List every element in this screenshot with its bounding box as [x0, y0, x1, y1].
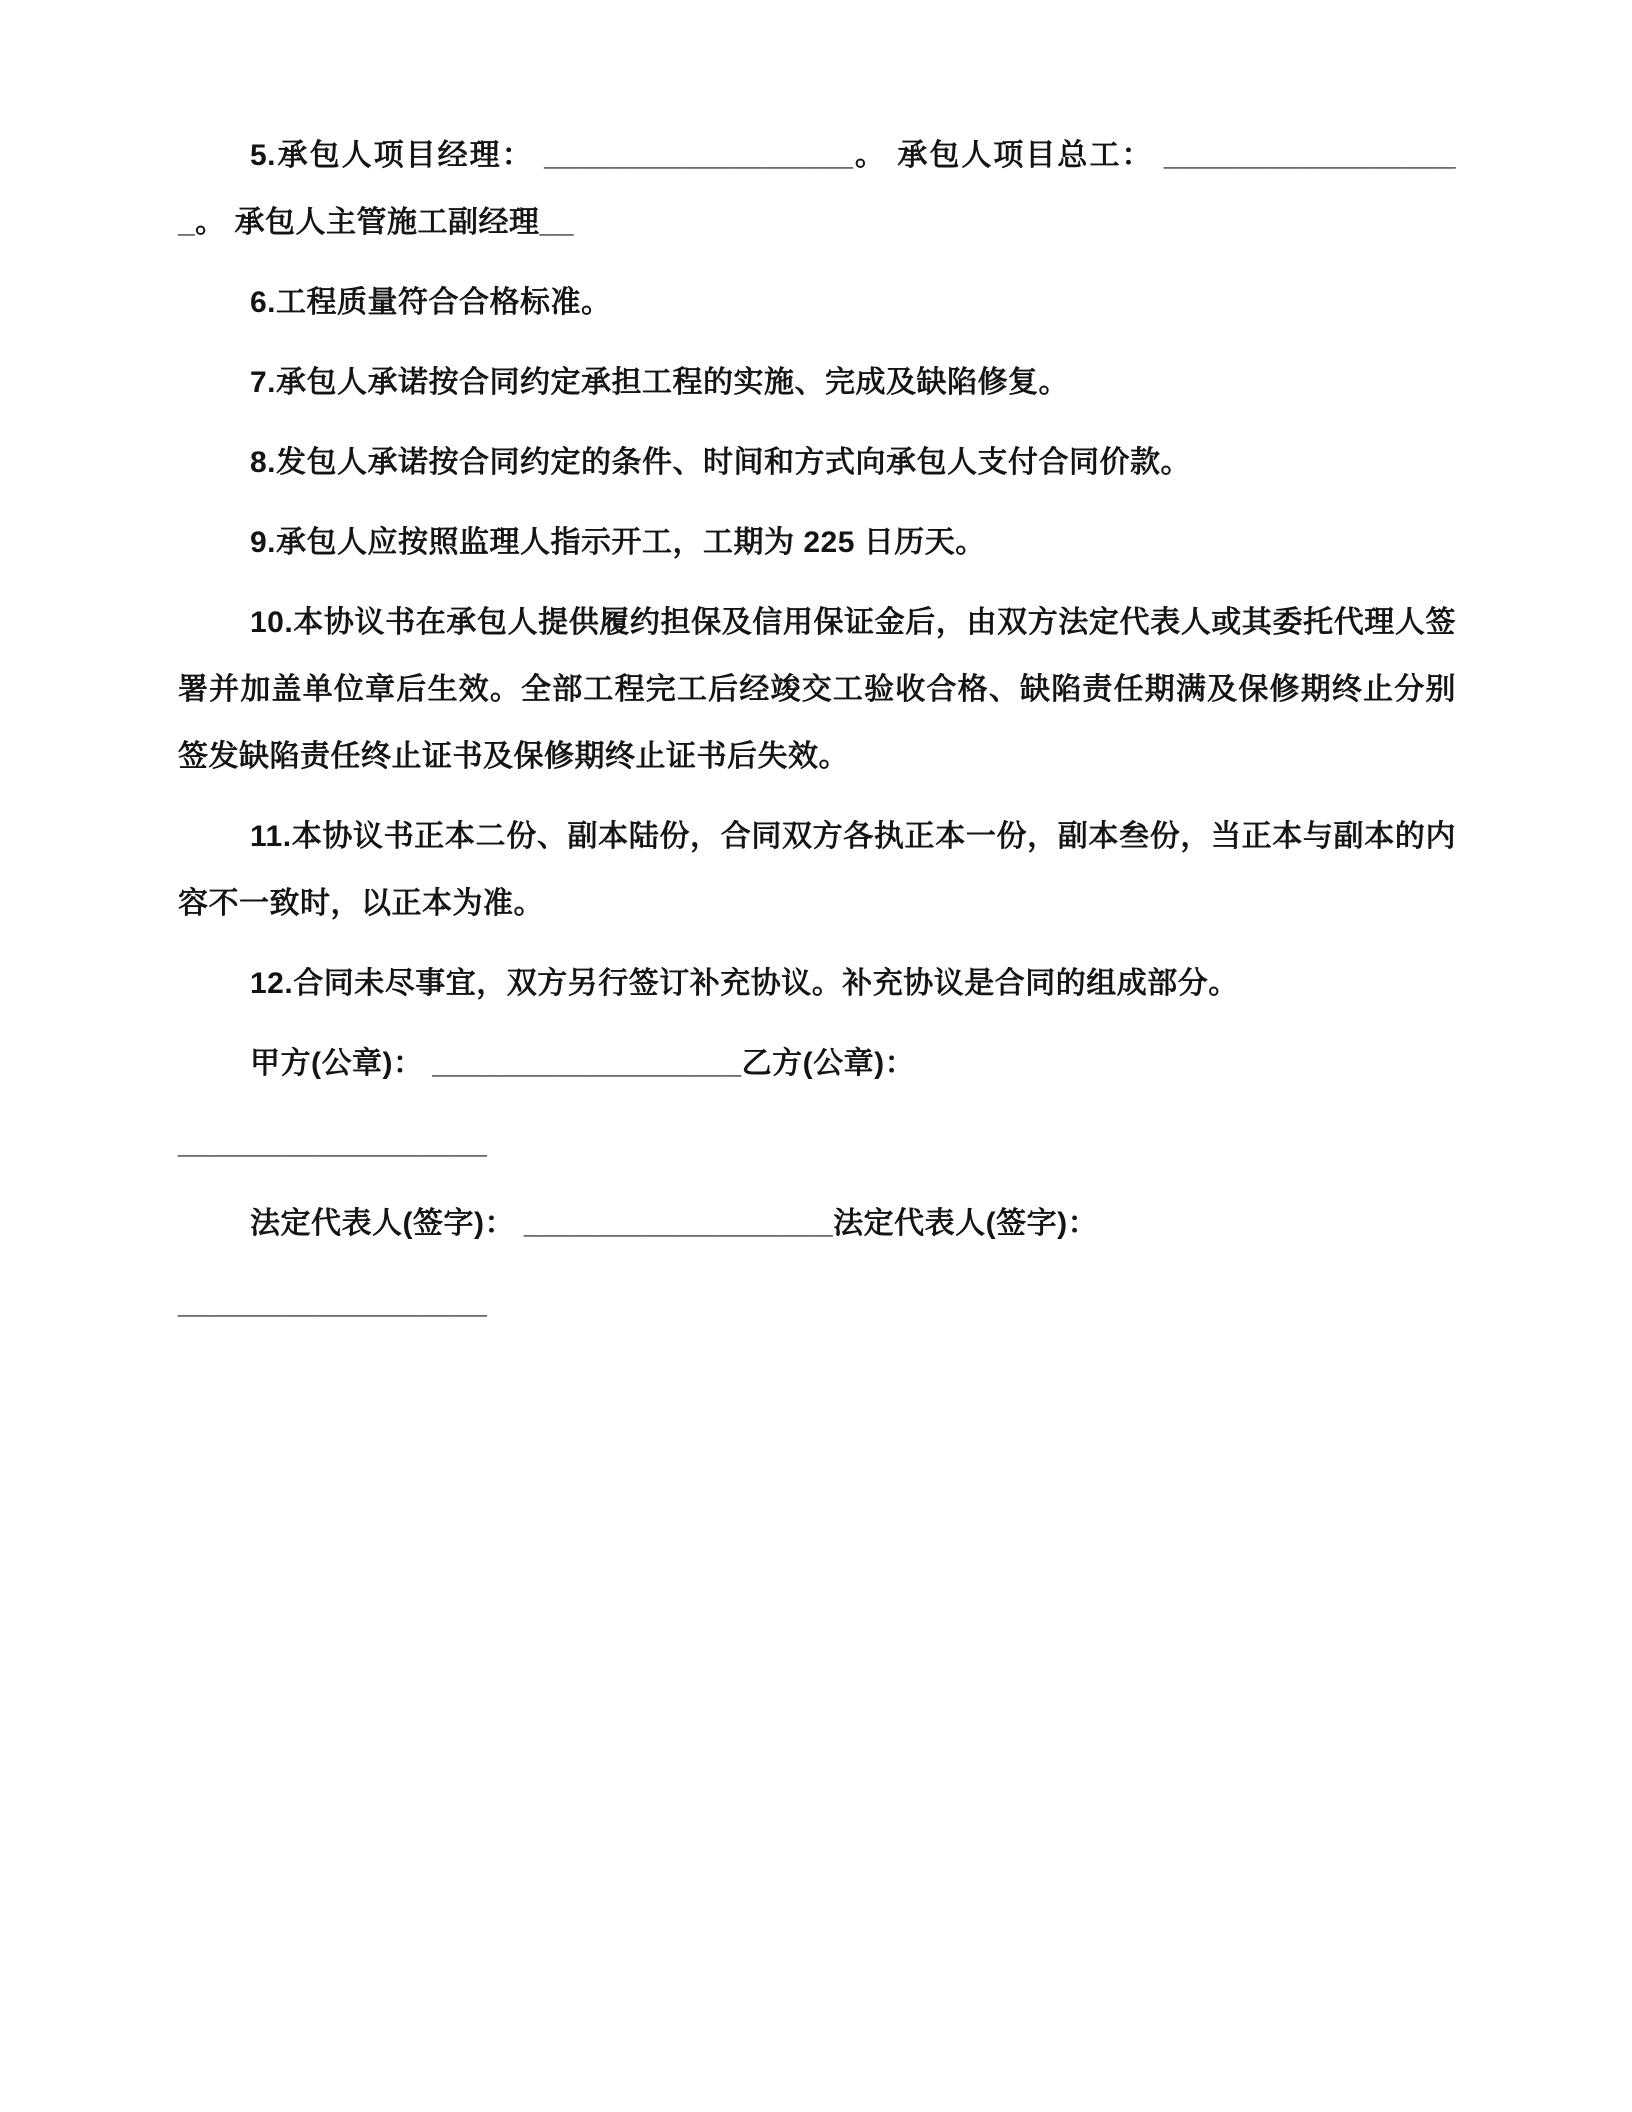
signature-line-party-a-b: 甲方(公章)： __________________乙方(公章)： [250, 1047, 916, 1080]
clause-8: 8.发包人承诺按合同约定的条件、时间和方式向承包人支付合同价款。 [250, 446, 1192, 479]
contract-body [178, 122, 1456, 1337]
clause-6: 6.工程质量符合合格标准。 [250, 286, 612, 319]
clause-10: 10.本协议书在承包人提供履约担保及信用保证金后，由双方法定代表人或其委托代理人签署并加盖单位章后生效。全部工程完工后经竣交工验收合格、缺陷责任期满及保修期终止分别签发缺陷责任终止证书及保修期终止证书后失效。 [178, 606, 1456, 773]
clause-9: 9.承包人应按照监理人指示开工，工期为 225 日历天。 [250, 526, 986, 559]
clause-11: 11.本协议书正本二份、副本陆份，合同双方各执正本一份，副本叁份，当正本与副本的内容不一致时，以正本为准。 [178, 820, 1456, 920]
clause-12: 12.合同未尽事宜，双方另行签订补充协议。补充协议是合同的组成部分。 [250, 967, 1239, 1000]
signature-blank-line-1: __________________ [178, 1127, 488, 1160]
signature-blank-line-2: __________________ [178, 1287, 488, 1320]
signature-line-legal-representatives: 法定代表人(签字)： __________________法定代表人(签字)： [250, 1207, 1099, 1240]
clause-5: 5.承包人项目经理： __________________。 承包人项目总工： __________________。 承包人主管施工副经理__ [178, 139, 1456, 239]
clause-7: 7.承包人承诺按合同约定承担工程的实施、完成及缺陷修复。 [250, 366, 1070, 399]
